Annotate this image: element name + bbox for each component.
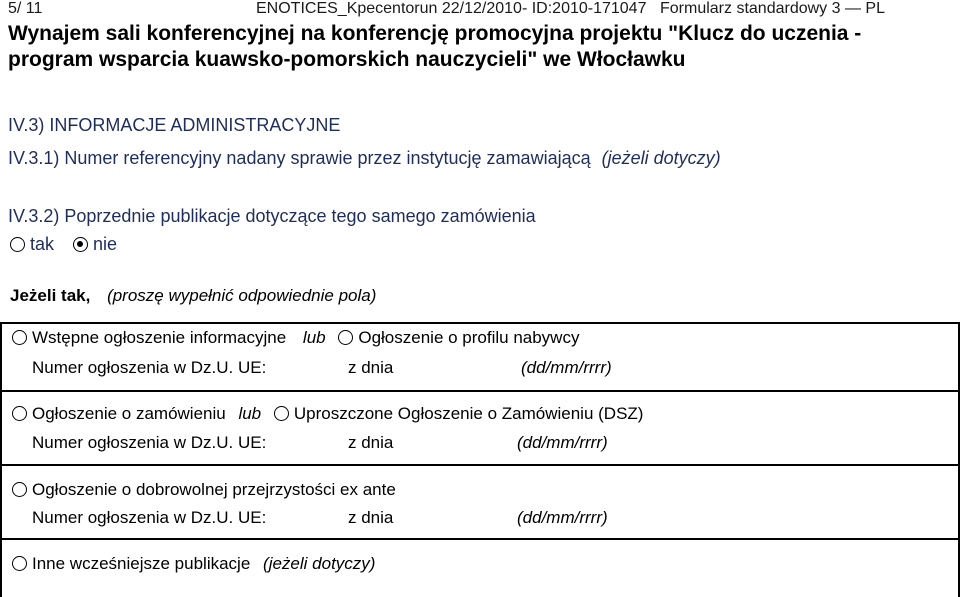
if-yes-note: (proszę wypełnić odpowiednie pola) [107, 286, 377, 305]
radio-label: Inne wcześniejsze publikacje [32, 554, 251, 573]
form-type: Formularz standardowy 3 — PL [660, 0, 885, 17]
radio-option-no[interactable] [73, 234, 117, 254]
radio-unchecked-icon [338, 330, 353, 345]
radio-unchecked-icon [12, 556, 27, 571]
radio-simplified-contract-notice[interactable] [274, 404, 644, 423]
radio-unchecked-icon [10, 237, 25, 252]
radio-option-yes[interactable] [10, 234, 54, 254]
previous-publications-options [10, 234, 117, 255]
publication-type-row-2 [12, 404, 643, 424]
divider [0, 464, 960, 466]
radio-prior-information-notice[interactable] [12, 328, 286, 347]
notice-title-line-2: program wsparcia kuawsko-pomorskich nauczycieli" we Włocławku [8, 48, 686, 71]
date-label: z dnia [348, 433, 394, 452]
section-heading: IV.3) INFORMACJE ADMINISTRACYJNE [8, 115, 341, 135]
radio-label: Ogłoszenie o zamówieniu [32, 404, 226, 423]
radio-label: Ogłoszenie o profilu nabywcy [358, 328, 580, 347]
publication-type-row-1 [12, 328, 579, 348]
date-label: z dnia [348, 358, 394, 377]
publication-type-row-4 [12, 554, 375, 574]
reference-number-question [8, 148, 721, 169]
date-format-hint: (dd/mm/rrrr) [517, 508, 608, 527]
document-id: ENOTICES_Kpecentorun 22/12/2010- ID:2010-171047 [256, 0, 647, 17]
notice-number-label: Numer ogłoszenia w Dz.U. UE: [32, 508, 267, 527]
date-format-hint: (dd/mm/rrrr) [517, 433, 608, 452]
applicability-note: (jeżeli dotyczy) [263, 554, 376, 573]
frame-right [958, 322, 960, 597]
reference-number-note: (jeżeli dotyczy) [601, 148, 721, 168]
radio-unchecked-icon [12, 406, 27, 421]
notice-number-label: Numer ogłoszenia w Dz.U. UE: [32, 433, 267, 452]
divider [0, 322, 960, 324]
radio-voluntary-ex-ante-notice[interactable] [12, 480, 396, 499]
radio-unchecked-icon [274, 406, 289, 421]
notice-title-line-1: Wynajem sali konferencyjnej na konferencję promocyjna projektu "Klucz do uczenia - [8, 22, 862, 45]
radio-label-yes: tak [30, 234, 55, 254]
radio-unchecked-icon [12, 482, 27, 497]
date-label: z dnia [348, 508, 394, 527]
radio-checked-icon [73, 237, 88, 252]
reference-number-label: IV.3.1) Numer referencyjny nadany sprawie przez instytucję zamawiającą [8, 148, 591, 168]
if-yes-label: Jeżeli tak, [10, 286, 91, 305]
date-format-hint: (dd/mm/rrrr) [521, 358, 612, 377]
radio-other-previous-publications[interactable] [12, 554, 250, 573]
page-number: 5/ 11 [8, 0, 43, 17]
frame-left [0, 322, 2, 597]
or-label: lub [302, 328, 326, 347]
radio-unchecked-icon [12, 330, 27, 345]
radio-label: Ogłoszenie o dobrowolnej przejrzystości ex ante [32, 480, 396, 499]
publication-type-row-3 [12, 480, 396, 500]
radio-label: Wstępne ogłoszenie informacyjne [32, 328, 287, 347]
radio-buyer-profile-notice[interactable] [338, 328, 579, 347]
previous-publications-label: IV.3.2) Poprzednie publikacje dotyczące tego samego zamówienia [8, 206, 536, 226]
if-yes-row [10, 286, 376, 306]
radio-label: Uproszczone Ogłoszenie o Zamówieniu (DSZ) [293, 404, 644, 423]
or-label: lub [238, 404, 262, 423]
radio-label-no: nie [93, 234, 118, 254]
divider [0, 538, 960, 540]
notice-number-label: Numer ogłoszenia w Dz.U. UE: [32, 358, 267, 377]
divider [0, 390, 960, 392]
radio-contract-notice[interactable] [12, 404, 226, 423]
